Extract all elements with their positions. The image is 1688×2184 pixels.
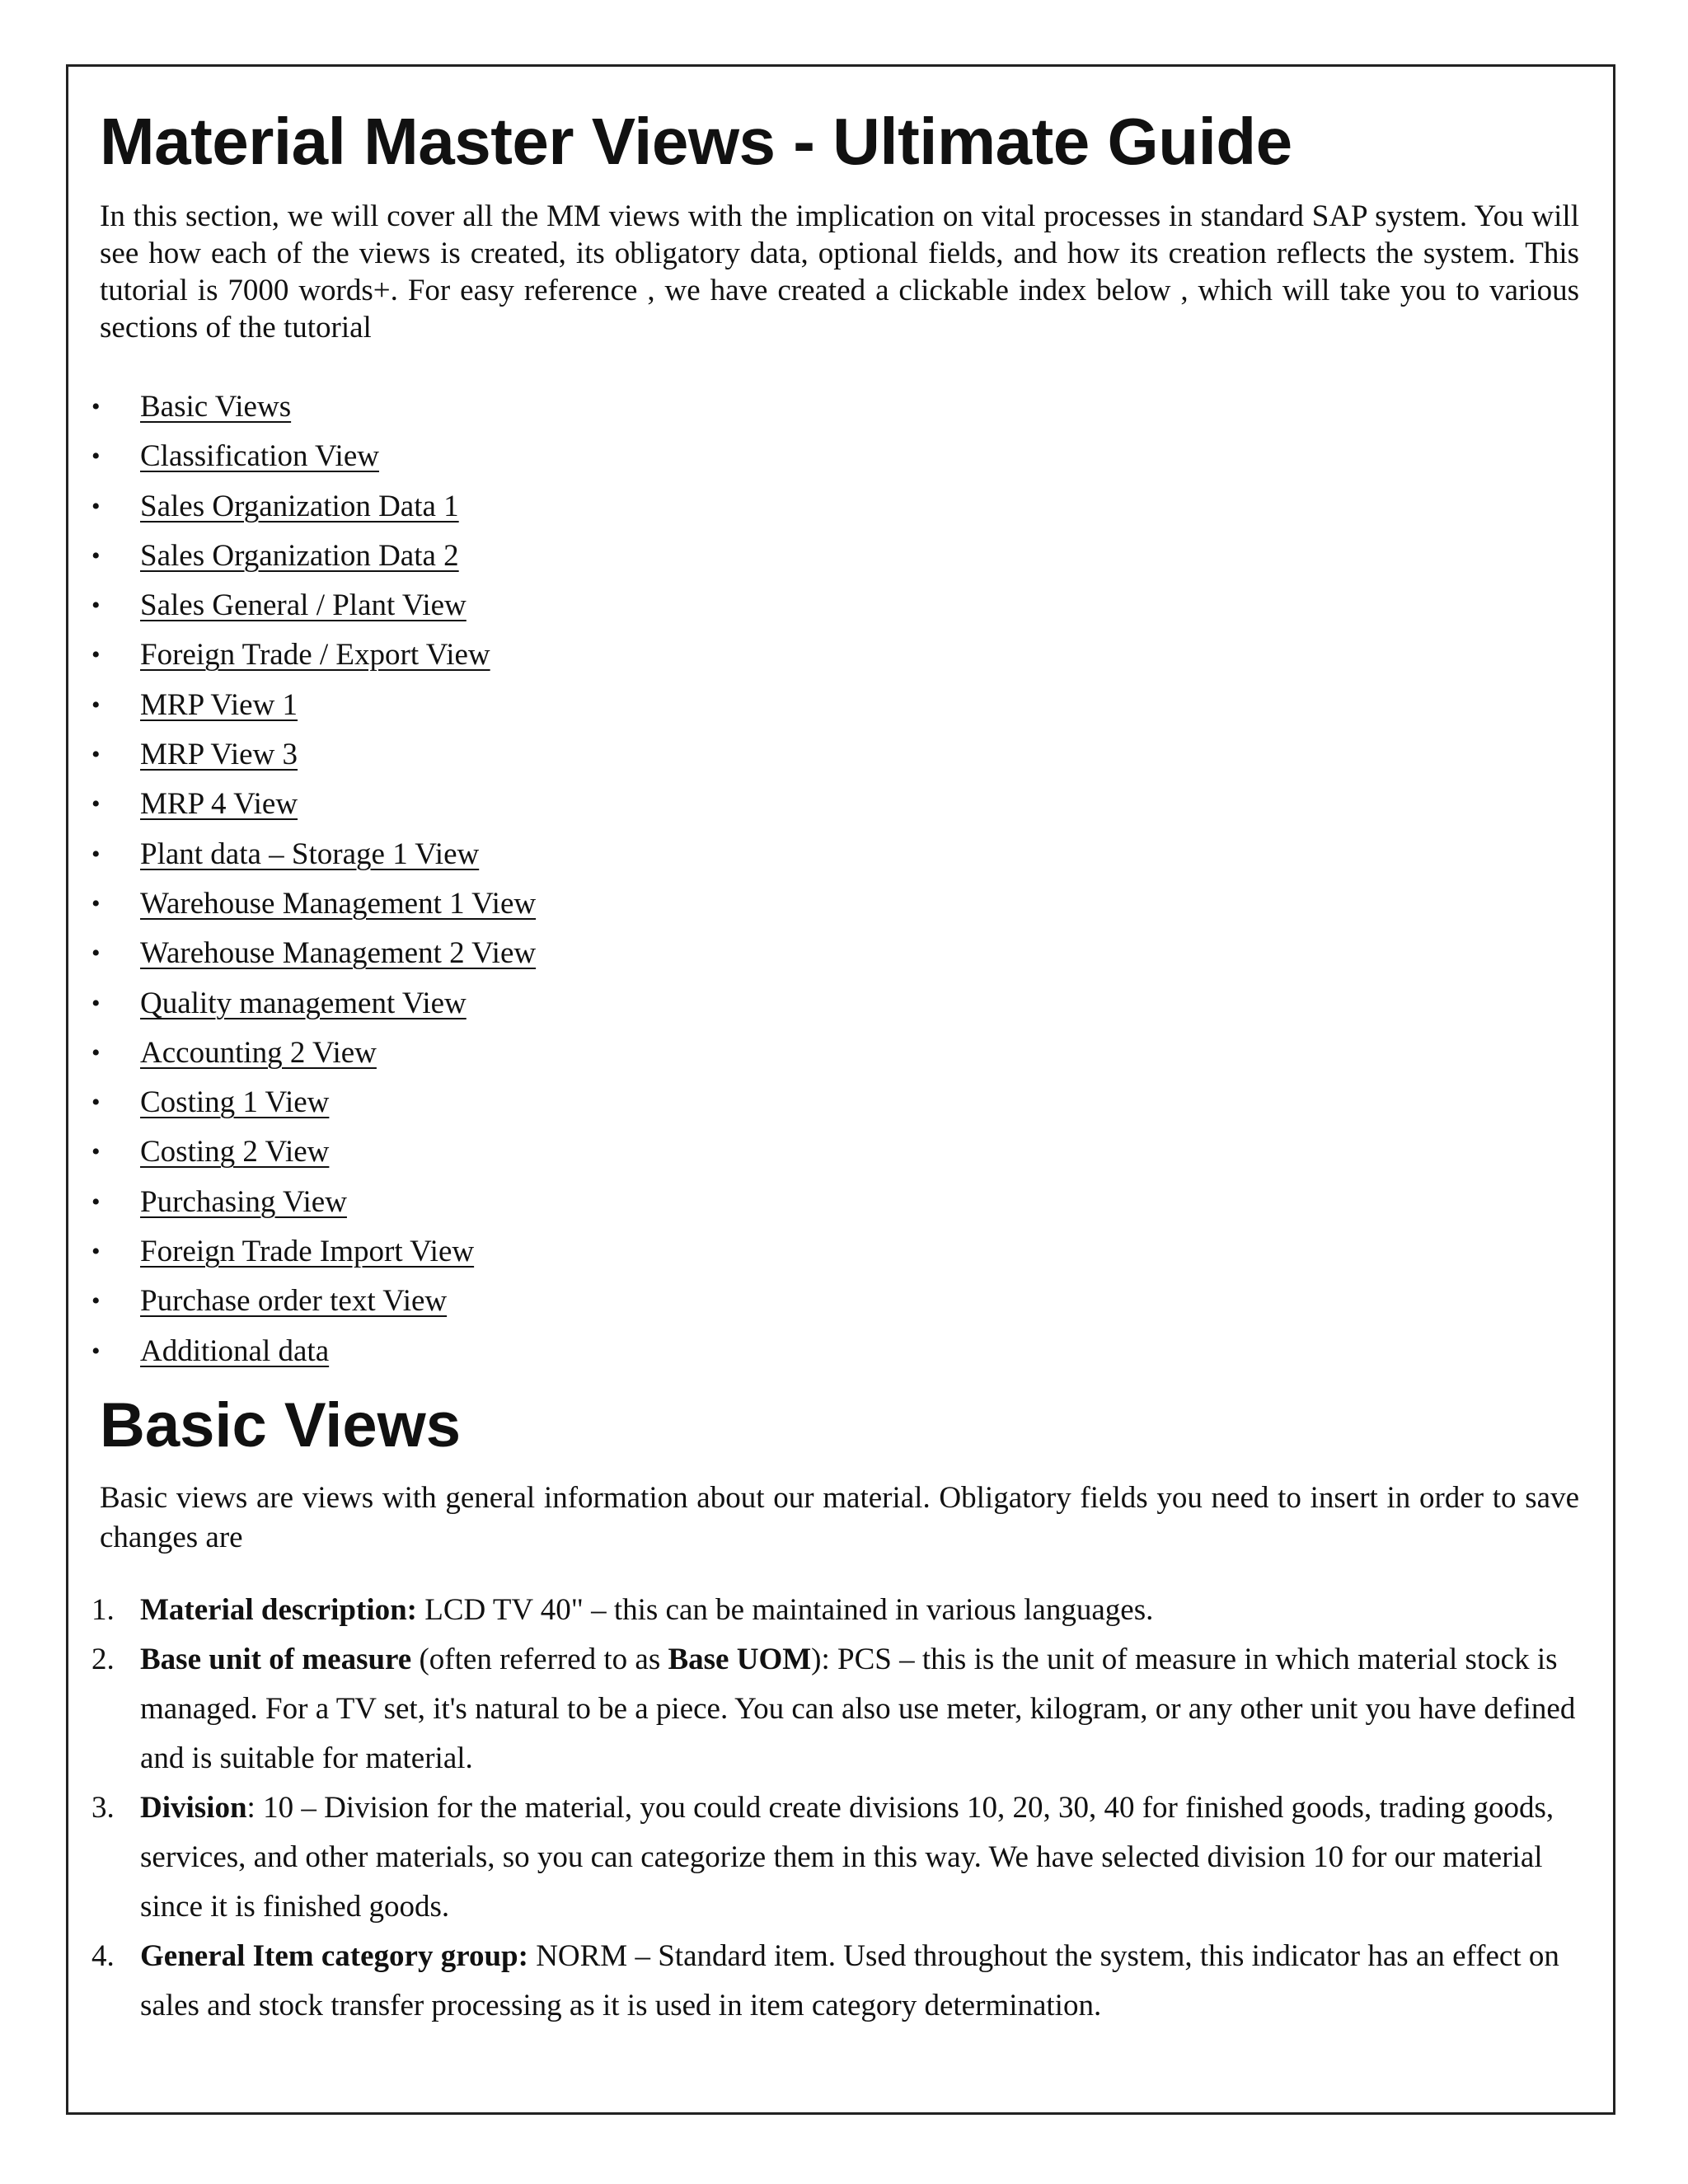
bullet-icon: • bbox=[91, 541, 101, 569]
field-item bbox=[91, 1932, 1582, 2031]
field-label: General Item category group: bbox=[140, 1938, 528, 1973]
index-link[interactable]: Sales General / Plant View bbox=[140, 588, 467, 623]
bullet-icon: • bbox=[91, 1038, 101, 1066]
index-link[interactable]: Costing 1 View bbox=[140, 1085, 330, 1120]
index-item bbox=[91, 1029, 1583, 1078]
obligatory-fields-list bbox=[91, 1586, 1583, 2031]
bullet-icon: • bbox=[91, 840, 101, 868]
document-body bbox=[91, 105, 1583, 2031]
index-link[interactable]: Warehouse Management 1 View bbox=[140, 886, 537, 921]
item-number: 4. bbox=[91, 1938, 115, 1973]
index-link[interactable]: Purchasing View bbox=[140, 1184, 347, 1219]
bullet-icon: • bbox=[91, 393, 101, 420]
index-item bbox=[91, 1078, 1583, 1127]
bullet-icon: • bbox=[91, 889, 101, 917]
bullet-icon: • bbox=[91, 1138, 101, 1166]
field-label: Division bbox=[140, 1790, 247, 1825]
index-link[interactable]: Sales Organization Data 1 bbox=[140, 489, 459, 523]
index-item bbox=[91, 929, 1583, 978]
field-item bbox=[91, 1586, 1582, 1635]
field-description: ): PCS – this is the unit of measure in which material stock is managed. For a TV set, it's natural to be a piece. You can also use meter, kilogram, or any other unit you have defined and is suitable for material. bbox=[140, 1642, 1576, 1775]
index-link[interactable]: Costing 2 View bbox=[140, 1135, 330, 1169]
index-item bbox=[91, 581, 1583, 630]
field-label: Material description: bbox=[140, 1592, 417, 1627]
section-heading-basic-views: Basic Views bbox=[100, 1390, 462, 1460]
index-link[interactable]: MRP View 1 bbox=[140, 687, 298, 722]
index-link[interactable]: MRP View 3 bbox=[140, 738, 298, 772]
index-item bbox=[91, 432, 1583, 481]
bullet-icon: • bbox=[91, 691, 101, 719]
index-item bbox=[91, 879, 1583, 929]
index-item bbox=[91, 382, 1583, 432]
field-description: LCD TV 40" – this can be maintained in various languages. bbox=[417, 1592, 1154, 1627]
index-item bbox=[91, 1127, 1583, 1177]
basic-views-intro: Basic views are views with general information about our material. Obligatory fields you need to insert in order to save changes are bbox=[100, 1480, 1579, 1554]
item-number: 2. bbox=[91, 1642, 115, 1676]
index-link[interactable]: Basic Views bbox=[140, 390, 292, 424]
index-item bbox=[91, 830, 1583, 879]
bullet-icon: • bbox=[91, 1089, 101, 1117]
index-item bbox=[91, 730, 1583, 780]
bullet-icon: • bbox=[91, 592, 101, 620]
index-item bbox=[91, 780, 1583, 829]
bullet-icon: • bbox=[91, 443, 101, 471]
index-item bbox=[91, 1178, 1583, 1227]
field-text-prefix: (often referred to as bbox=[411, 1642, 668, 1676]
index-link[interactable]: Plant data – Storage 1 View bbox=[140, 837, 480, 871]
field-item bbox=[91, 1783, 1582, 1932]
index-link[interactable]: Quality management View bbox=[140, 986, 467, 1020]
bullet-icon: • bbox=[91, 1238, 101, 1266]
item-number: 1. bbox=[91, 1592, 115, 1627]
field-item bbox=[91, 1635, 1582, 1783]
index-link[interactable]: Purchase order text View bbox=[140, 1284, 448, 1319]
bullet-icon: • bbox=[91, 641, 101, 669]
index-link[interactable]: Classification View bbox=[140, 439, 379, 474]
bullet-icon: • bbox=[91, 1287, 101, 1315]
index-link[interactable]: Additional data bbox=[140, 1333, 330, 1368]
index-link[interactable]: MRP 4 View bbox=[140, 787, 298, 822]
index-item bbox=[91, 1327, 1583, 1376]
index-link[interactable]: Accounting 2 View bbox=[140, 1035, 377, 1070]
index-item bbox=[91, 630, 1583, 680]
index-link[interactable]: Foreign Trade / Export View bbox=[140, 638, 490, 673]
field-label: Base unit of measure bbox=[140, 1642, 412, 1676]
bullet-icon: • bbox=[91, 1188, 101, 1216]
index-link[interactable]: Sales Organization Data 2 bbox=[140, 538, 459, 573]
index-link[interactable]: Foreign Trade Import View bbox=[140, 1235, 475, 1269]
page-title: Material Master Views - Ultimate Guide bbox=[100, 105, 1292, 178]
bullet-icon: • bbox=[91, 1337, 101, 1365]
section-index-list bbox=[91, 382, 1583, 1376]
index-link[interactable]: Warehouse Management 2 View bbox=[140, 936, 537, 971]
index-item bbox=[91, 681, 1583, 730]
bullet-icon: • bbox=[91, 741, 101, 769]
bullet-icon: • bbox=[91, 940, 101, 968]
field-description: NORM – Standard item. Used throughout the system, this indicator has an effect on sales and stock transfer processing as it is used in item category determination. bbox=[140, 1938, 1559, 2022]
item-number: 3. bbox=[91, 1790, 115, 1825]
index-item bbox=[91, 532, 1583, 581]
bullet-icon: • bbox=[91, 989, 101, 1017]
bullet-icon: • bbox=[91, 790, 101, 818]
field-abbreviation: Base UOM bbox=[668, 1642, 812, 1676]
index-item bbox=[91, 979, 1583, 1029]
index-item bbox=[91, 1227, 1583, 1277]
intro-paragraph: In this section, we will cover all the MM views with the implication on vital processes in standard SAP system. You will see how each of the views is created, its obligatory data, optional fields, and how its creation reflects the system. This tutorial is 7000 words+. For easy reference , we have created a clickable index below , which will take you to various sections of the tutorial bbox=[100, 199, 1579, 344]
index-item bbox=[91, 1277, 1583, 1326]
index-item bbox=[91, 482, 1583, 532]
bullet-icon: • bbox=[91, 492, 101, 520]
field-description: : 10 – Division for the material, you could create divisions 10, 20, 30, 40 for finished goods, trading goods, services, and other materials, so you can categorize them in this way. We have selected division 10 for our material since it is finished goods. bbox=[140, 1790, 1554, 1924]
